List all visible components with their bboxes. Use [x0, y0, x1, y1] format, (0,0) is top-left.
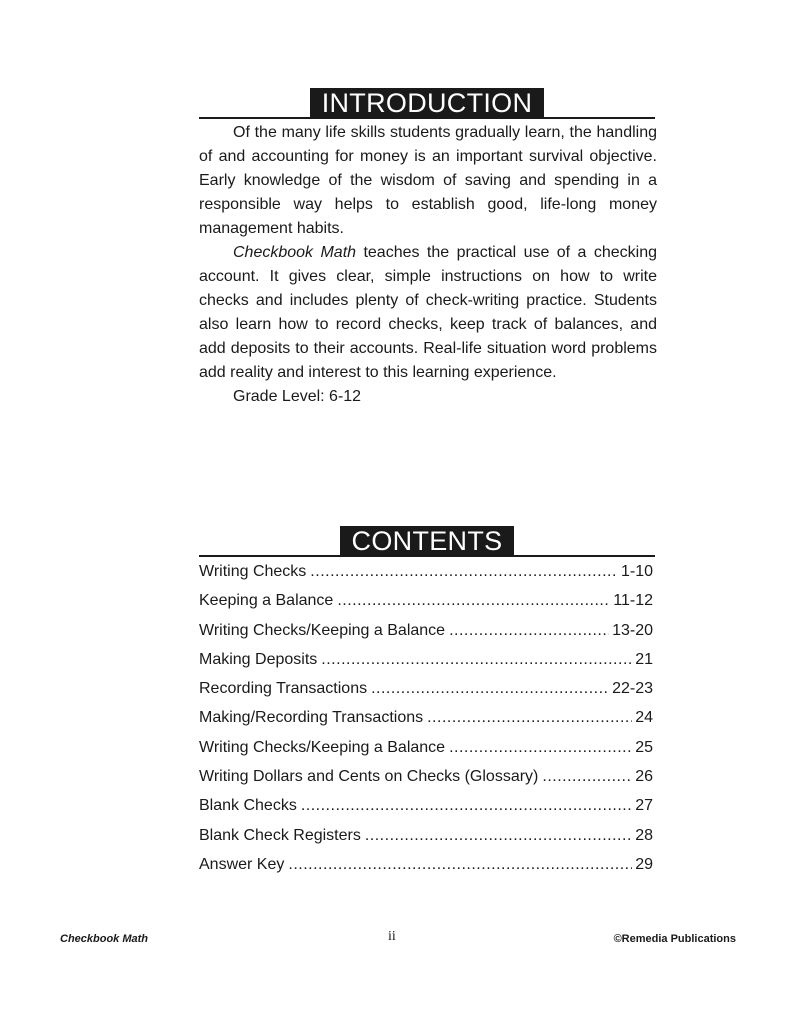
toc-entry-title: Blank Checks: [199, 797, 297, 815]
footer-book-title: Checkbook Math: [60, 933, 149, 945]
toc-entry-pages: 11-12: [613, 592, 653, 610]
toc-entry: [199, 645, 653, 674]
introduction-heading-rule: [199, 88, 655, 119]
dot-leader: [427, 703, 632, 732]
toc-entry-pages: 29: [635, 855, 653, 873]
toc-entry-pages: 1-10: [620, 563, 653, 580]
toc-entry-pages: 25: [635, 738, 653, 756]
toc-entry-pages: 27: [635, 797, 653, 815]
footer-page-number: ii: [388, 929, 396, 944]
toc-entry: [199, 821, 653, 850]
book-title-italic: Checkbook Math: [233, 244, 357, 261]
dot-leader: [310, 557, 618, 586]
toc-entry: [199, 586, 653, 615]
dot-leader: [449, 733, 632, 762]
dot-leader: [301, 791, 632, 820]
dot-leader: [365, 821, 632, 850]
table-of-contents: [199, 557, 653, 879]
toc-entry-title: Making Deposits: [199, 650, 318, 668]
toc-entry-pages: 21: [635, 650, 653, 668]
toc-entry-title: Answer Key: [199, 855, 285, 873]
introduction-paragraph-2: [199, 241, 657, 385]
introduction-paragraph-1: Of the many life skills students gradually learn, the handling of and accounting for money is an important survival objective. Early knowledge of the wisdom of saving and spending in a responsible way helps to establish good, life-long money management habits.: [199, 124, 657, 237]
footer-publisher: ©Remedia Publications: [613, 933, 736, 945]
toc-entry: [199, 850, 653, 879]
toc-entry-pages: 22-23: [612, 680, 653, 698]
grade-level: Grade Level: 6-12: [233, 388, 362, 405]
toc-entry-title: Making/Recording Transactions: [199, 709, 424, 727]
toc-entry-pages: 28: [635, 826, 653, 844]
contents-heading-rule: [199, 526, 655, 557]
toc-entry: [199, 703, 653, 732]
toc-entry-title: Blank Check Registers: [199, 826, 361, 844]
toc-entry-title: Writing Checks/Keeping a Balance: [199, 738, 446, 756]
introduction-paragraph-2-text: teaches the practical use of a checking account. It gives clear, simple instructions on how to write checks and includes plenty of check-writing practice. Students also learn how to record checks, keep track of balances, and add deposits to their accounts. Real-life situation word problems add reality and interest to this learning experience.: [199, 244, 658, 381]
dot-leader: [542, 762, 632, 791]
toc-entry: [199, 733, 653, 762]
toc-entry: [199, 616, 653, 645]
toc-entry-pages: 24: [635, 709, 653, 727]
toc-entry: [199, 762, 653, 791]
dot-leader: [288, 850, 632, 879]
toc-entry-pages: 26: [635, 768, 653, 786]
toc-entry-title: Writing Checks: [199, 563, 307, 580]
introduction-body: [199, 121, 657, 409]
toc-entry-title: Keeping a Balance: [199, 592, 334, 610]
dot-leader: [449, 616, 609, 645]
toc-entry: [199, 674, 653, 703]
dot-leader: [337, 586, 610, 615]
dot-leader: [371, 674, 609, 703]
toc-entry-title: Recording Transactions: [199, 680, 368, 698]
toc-entry: [199, 791, 653, 820]
toc-entry-pages: 13-20: [612, 621, 653, 639]
introduction-heading: INTRODUCTION: [310, 88, 545, 117]
toc-entry-title: Writing Checks/Keeping a Balance: [199, 621, 446, 639]
toc-entry: [199, 557, 653, 586]
dot-leader: [321, 645, 632, 674]
toc-entry-title: Writing Dollars and Cents on Checks (Glossary): [199, 768, 539, 786]
contents-heading: CONTENTS: [340, 526, 515, 555]
